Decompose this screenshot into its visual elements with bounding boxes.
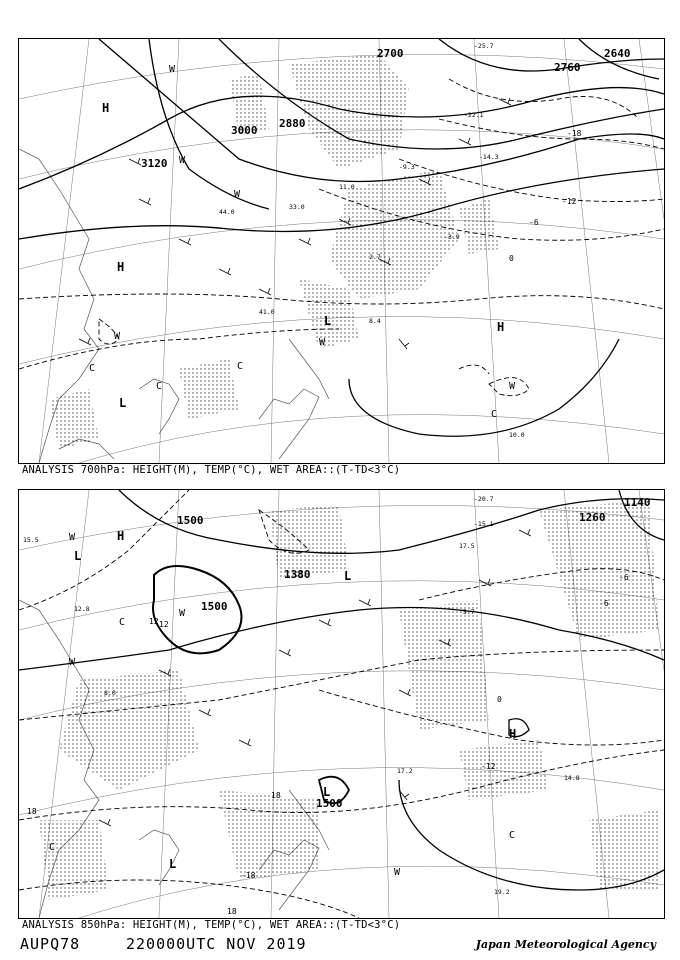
low-center: L — [324, 314, 332, 328]
isotherm-label: -18 — [567, 129, 582, 138]
station-value: -14.3 — [479, 153, 499, 161]
warm-center: W — [234, 189, 241, 200]
station-value: 41.0 — [259, 308, 275, 316]
analysis-time: 220000UTC NOV 2019 — [126, 935, 307, 953]
isotherm-label: -6 — [529, 218, 539, 227]
height-label: 1500 — [201, 600, 228, 613]
low-center: L — [119, 396, 127, 410]
height-label: 1140 — [624, 496, 651, 509]
station-value: 19.2 — [494, 888, 510, 896]
station-value: 17.5 — [459, 542, 475, 550]
low-center: L — [169, 857, 177, 871]
wet-area-stipple — [39, 500, 659, 900]
high-center: H — [117, 529, 125, 543]
height-label: 2700 — [377, 47, 404, 60]
wet-area-stipple — [49, 54, 499, 449]
high-center: H — [102, 101, 110, 115]
low-center: L — [344, 569, 352, 583]
height-label: 3120 — [141, 157, 168, 170]
station-value: -20.7 — [474, 495, 494, 503]
panel-caption-850hpa: ANALYSIS 850hPa: HEIGHT(M), TEMP(°C), WET AREA::(T-TD<3°C) — [22, 919, 401, 931]
height-label: 1380 — [284, 568, 311, 581]
station-value: 12.8 — [74, 605, 90, 613]
station-value: 17.2 — [397, 767, 413, 775]
station-value: 15.5 — [23, 536, 39, 544]
analysis-700hpa-map — [18, 38, 665, 464]
station-value: -5.7 — [459, 608, 475, 616]
isotherm-label: -6 — [599, 599, 609, 608]
map-700hpa-graphic — [19, 39, 664, 463]
low-center: L — [74, 549, 82, 563]
station-value: 2.7 — [369, 253, 381, 261]
warm-center: W — [509, 381, 516, 392]
cold-center: C — [49, 842, 56, 853]
panel-caption-700hpa: ANALYSIS 700hPa: HEIGHT(M), TEMP(°C), WET AREA::(T-TD<3°C) — [22, 464, 401, 476]
map-850hpa-graphic — [19, 490, 664, 918]
station-value: 8.0 — [104, 689, 116, 697]
warm-center: W — [179, 608, 186, 619]
isotherm-label: 12 — [149, 617, 159, 626]
warm-center: W — [394, 867, 401, 878]
isotherm-label: -12 — [481, 762, 496, 771]
analysis-850hpa-map — [18, 489, 665, 919]
station-value: 14.8 — [564, 774, 580, 782]
isotherm-label: 18 — [271, 791, 281, 800]
station-value: -9.3 — [399, 163, 415, 171]
cold-center: C — [237, 361, 244, 372]
cold-center: C — [509, 830, 516, 841]
warm-center: W — [169, 64, 176, 75]
warm-center: W — [69, 657, 76, 668]
isotherm-label: 0 — [509, 254, 514, 263]
station-value: -25.7 — [474, 42, 494, 50]
isotherm-label: -6 — [619, 573, 629, 582]
warm-center: W — [179, 155, 186, 166]
warm-center: W — [69, 532, 76, 543]
height-label: 3000 — [231, 124, 258, 137]
station-value: -22.1 — [464, 111, 484, 119]
agency-credit: Japan Meteorological Agency — [475, 938, 656, 951]
chart-code: AUPQ78 — [20, 935, 81, 953]
height-label: 2640 — [604, 47, 631, 60]
isotherm-label: -12 — [562, 197, 577, 206]
low-center: L — [323, 785, 331, 799]
high-center: H — [509, 727, 517, 741]
station-value: 10.0 — [509, 431, 525, 439]
cold-center: C — [491, 409, 498, 420]
isotherm-label: 18 — [27, 807, 37, 816]
height-label: 1260 — [579, 511, 606, 524]
station-value: 44.0 — [219, 208, 235, 216]
isotherm-label: -18 — [241, 871, 256, 880]
station-value: 8.4 — [369, 317, 381, 325]
height-label: 2880 — [279, 117, 306, 130]
warm-center: W — [114, 331, 121, 342]
height-label: 1500 — [177, 514, 204, 527]
cold-center: C — [119, 617, 126, 628]
high-center: H — [497, 320, 505, 334]
station-value: 33.0 — [289, 203, 305, 211]
station-value: -3.9 — [444, 233, 460, 241]
high-center: H — [117, 260, 125, 274]
station-value: 11.0 — [339, 183, 355, 191]
isotherm-label: 18 — [227, 907, 237, 916]
warm-center: W — [319, 337, 326, 348]
height-label: 2760 — [554, 61, 581, 74]
station-value: -15.1 — [474, 520, 494, 528]
cold-center: C — [156, 381, 163, 392]
isotherm-label: 0 — [497, 695, 502, 704]
height-label: 1500 — [316, 797, 343, 810]
isotherm-label: 12 — [159, 620, 169, 629]
cold-center: C — [89, 363, 96, 374]
